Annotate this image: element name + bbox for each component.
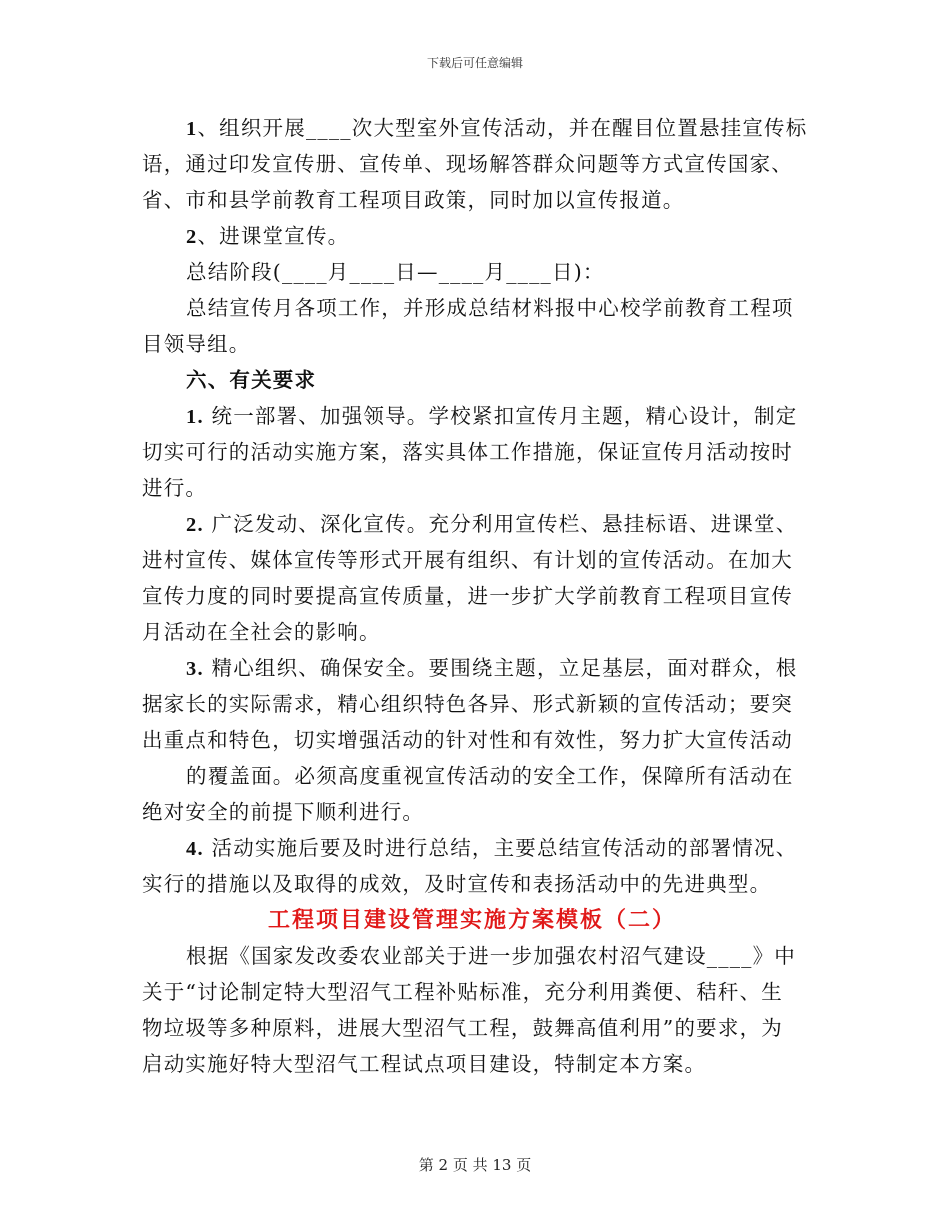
line-text: 实行的措施以及取得的成效，及时宣传和表扬活动中的先进典型。 [142,872,772,896]
text-line [142,470,802,506]
text-line [142,866,802,902]
text-line [142,830,802,866]
header-note: 下载后可任意编辑 [426,56,523,70]
line-text: 月活动在全社会的影响。 [142,620,381,644]
line-text: 活动实施后要及时进行总结，主要总结宣传活动的部署情况、 [203,836,798,860]
line-text: 广泛发动、深化宣传。充分利用宣传栏、悬挂标语、进课堂、 [203,512,798,536]
line-text: 物垃圾等多种原料，进展大型沼气工程，鼓舞高值利用”的要求，为 [142,1016,783,1040]
text-line [142,110,808,146]
section-title: 工程项目建设管理实施方案模板（二） [267,907,676,933]
text-line [142,650,802,686]
text-line [142,146,802,182]
text-line [142,578,802,614]
line-text: 六、有关要求 [186,368,317,392]
text-line [142,290,802,326]
text-line [142,722,802,758]
line-text: 总结宣传月各项工作，并形成总结材料报中心校学前教育工程项 [186,296,794,320]
text-line [142,182,802,218]
text-line [142,362,802,398]
line-text: 精心组织、确保安全。要围绕主题，立足基层，面对群众，根 [203,656,798,680]
text-line [142,794,802,830]
list-number: 2. [186,514,204,536]
line-text: 进村宣传、媒体宣传等形式开展有组织、有计划的宣传活动。在加大 [142,548,793,572]
section-part-two [142,938,802,1082]
text-line [142,398,802,434]
text-line [142,974,802,1010]
text-line [142,542,802,578]
line-text: 语，通过印发宣传册、宣传单、现场解答群众问题等方式宣传国家、 [142,152,793,176]
list-number: 3. [186,658,204,680]
line-text: 出重点和特色，切实增强活动的针对性和有效性，努力扩大宣传活动 [142,728,793,752]
line-text: 目领导组。 [142,332,251,356]
line-text: 、进课堂宣传。 [197,224,350,248]
line-text: 的覆盖面。必须高度重视宣传活动的安全工作，保障所有活动在 [186,764,794,788]
text-line [142,434,802,470]
line-text: 、组织开展____次大型室外宣传活动，并在醒目位置悬挂宣传标 [197,116,808,140]
list-number: 4. [186,838,204,860]
list-number: 1 [186,118,198,140]
page-number: 第 2 页 共 13 页 [418,1156,532,1174]
document-body [142,110,808,1082]
text-line [142,614,802,650]
text-line [142,938,802,974]
section-part-one [142,110,808,902]
text-line [142,1010,802,1046]
line-text: 省、市和县学前教育工程项目政策，同时加以宣传报道。 [142,188,685,212]
list-number: 1. [186,406,204,428]
text-line [142,218,802,254]
line-text: 统一部署、加强领导。学校紧扣宣传月主题，精心设计，制定 [203,404,798,428]
line-text: 宣传力度的同时要提高宣传质量，进一步扩大学前教育工程项目宣传 [142,584,793,608]
line-text: 绝对安全的前提下顺利进行。 [142,800,425,824]
text-line [142,506,802,542]
text-line [142,1046,802,1082]
line-text: 总结阶段(____月____日—____月____日)： [186,260,605,284]
line-text: 切实可行的活动实施方案，落实具体工作措施，保证宣传月活动按时 [142,440,793,464]
list-number: 2 [186,226,198,248]
line-text: 根据《国家发改委农业部关于进一步加强农村沼气建设____》中 [186,944,796,968]
text-line [142,686,802,722]
line-text: 关于“讨论制定特大型沼气工程补贴标准，充分利用粪便、秸秆、生 [142,980,783,1004]
text-line [142,326,802,362]
line-text: 启动实施好特大型沼气工程试点项目建设，特制定本方案。 [142,1052,707,1076]
text-line [142,758,802,794]
line-text: 据家长的实际需求，精心组织特色各异、形式新颖的宣传活动；要突 [142,692,793,716]
text-line [142,254,802,290]
line-text: 进行。 [142,476,208,500]
